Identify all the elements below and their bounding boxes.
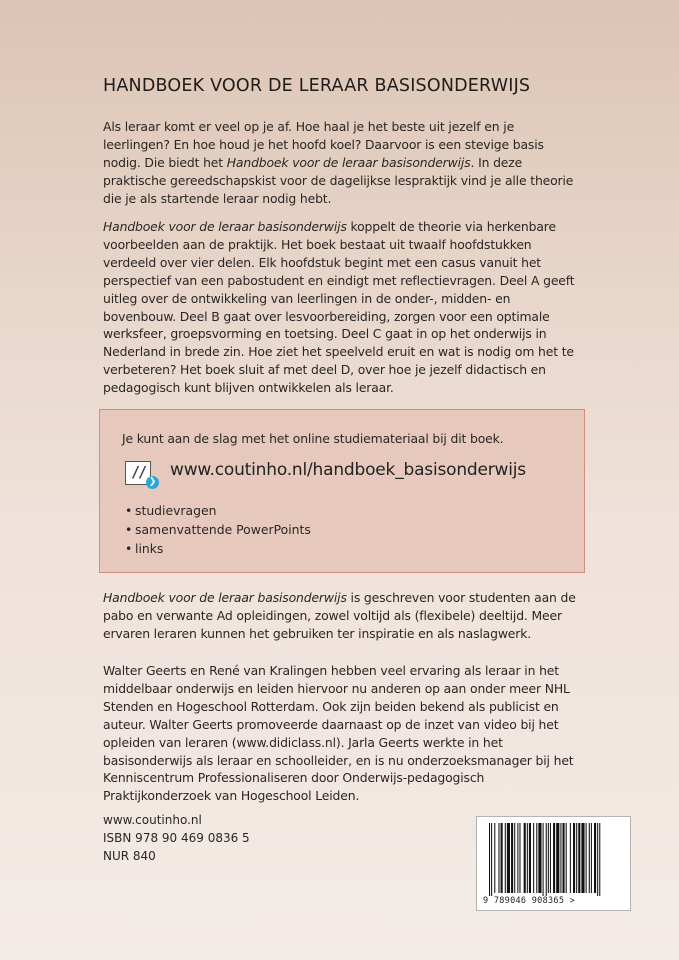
page-title: HANDBOEK VOOR DE LERAAR BASISONDERWIJS (103, 76, 531, 96)
isbn-barcode (476, 816, 631, 911)
online-material-intro: Je kunt aan de slag met het online studiemateriaal bij dit boek. (122, 431, 504, 446)
arrow-badge-icon: ❯ (146, 476, 159, 489)
intro-book-title: Handboek voor de leraar basisonderwijs (226, 154, 471, 170)
online-material-list (125, 501, 311, 558)
nur-code: NUR 840 (103, 849, 156, 863)
description-book-title: Handboek voor de leraar basisonderwijs (103, 219, 347, 234)
list-item: • links (125, 541, 164, 556)
description-text: koppelt de theorie via herkenbare voorbeelden aan de praktijk. Het boek bestaat uit twaalf hoofdstukken verdeeld over vier delen. Elk hoofdstuk begint met een casus vanuit het perspectief van een pabostudent en eindigt met reflectievragen. Deel A geeft uitleg over de ontwikkeling van leerlingen in de onder-, midden- en bovenbouw. Deel B gaat over lesvoorbereiding, zorgen voor een optimale werksfeer, groepsvorming en toetsing. Deel C gaat in op het onderwijs in Nederland in brede zin. Hoe ziet het speelveld eruit en wat is nodig om het te verbeteren? Het boek sluit af met deel D, over hoe je jezelf didactisch en pedagogisch kunt blijven ontwikkelen als leraar. (103, 219, 575, 396)
intro-text-1: Als leraar komt er veel op je af. Hoe haal je het beste uit jezelf en je leerlingen? En hoe houd je het hoofd koel? Daarvoor is een stevige basis nodig. Die biedt het (103, 119, 544, 170)
isbn: ISBN 978 90 469 0836 5 (103, 831, 250, 845)
list-item: • samenvattende PowerPoints (125, 522, 311, 537)
audience-paragraph (103, 589, 581, 643)
online-material-url[interactable]: www.coutinho.nl/handboek_basisonderwijs (170, 460, 526, 480)
online-material-box (99, 409, 585, 573)
audience-text: is geschreven voor studenten aan de pabo en verwante Ad opleidingen, zowel voltijd als (flexibele) deeltijd. Meer ervaren leraren kunnen het gebruiken ter inspiratie en als naslagwerk. (103, 590, 576, 641)
intro-text-2: . In deze praktische gereedschapskist voor de dagelijkse lespraktijk vind je alle theorie die je als startende leraar nodig hebt. (103, 154, 574, 206)
authors-paragraph: Walter Geerts en René van Kralingen hebben veel ervaring als leraar in het middelbaar onderwijs en leiden hiervoor nu anderen op aan onder meer NHL Stenden en Hogeschool Rotterdam. Ook zijn beiden bekend als publicist en auteur. Walter Geerts promoveerde daarnaast op de inzet van video bij het opleiden van leraren (www.didiclass.nl). Jarla Geerts werkte in het basisonderwijs als leraar en schoolleider, en is nu onderzoeksmanager bij het Kenniscentrum Professionaliseren door Onderwijs-pedagogisch Praktijkonderzoek van Hogeschool Leiden. (103, 663, 574, 804)
description-paragraph (103, 218, 581, 397)
publisher-info (103, 811, 250, 865)
audience-book-title: Handboek voor de leraar basisonderwijs (103, 590, 347, 605)
web-link-icon: // (125, 461, 151, 485)
intro-paragraph (103, 118, 581, 208)
publisher-website[interactable]: www.coutinho.nl (103, 813, 202, 827)
list-item: • studievragen (125, 503, 217, 518)
barcode-digits: 9 789046 908365 > (483, 896, 576, 906)
